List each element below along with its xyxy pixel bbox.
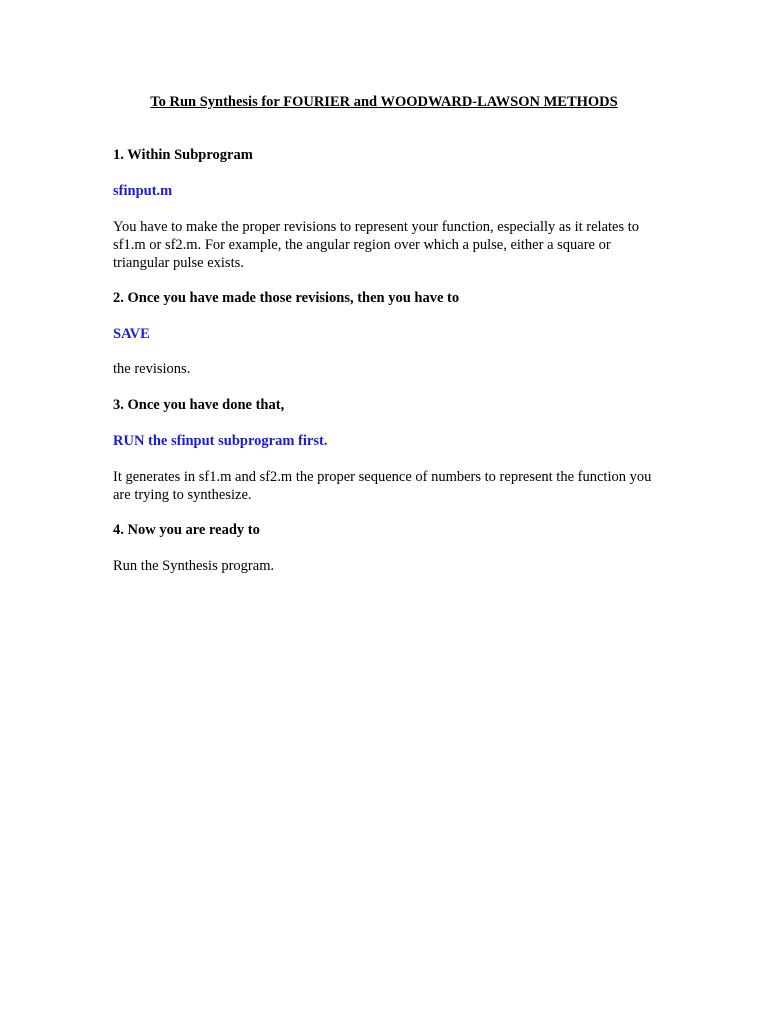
step-3-highlight: RUN the sfinput subprogram first. bbox=[113, 433, 328, 449]
step-1-body: You have to make the proper revisions to represent your function, especially as it relates to sf1.m or sf2.m. For example, the angular region over which a pulse, either a square or triangular pulse exists. bbox=[113, 219, 640, 271]
step-2-body: the revisions. bbox=[113, 361, 191, 377]
step-4-body: Run the Synthesis program. bbox=[113, 558, 275, 574]
step-1-heading: 1. Within Subprogram bbox=[113, 147, 253, 163]
step-3-heading: 3. Once you have done that, bbox=[113, 397, 285, 413]
document-title: To Run Synthesis for FOURIER and WOODWARD-LAWSON METHODS bbox=[150, 94, 618, 110]
step-1-highlight: sfinput.m bbox=[113, 183, 173, 199]
step-2-highlight: SAVE bbox=[113, 326, 150, 342]
step-2-heading: 2. Once you have made those revisions, then you have to bbox=[113, 290, 460, 306]
step-3-body: It generates in sf1.m and sf2.m the proper sequence of numbers to represent the function you are trying to synthesize. bbox=[113, 469, 652, 503]
step-4-heading: 4. Now you are ready to bbox=[113, 522, 260, 538]
